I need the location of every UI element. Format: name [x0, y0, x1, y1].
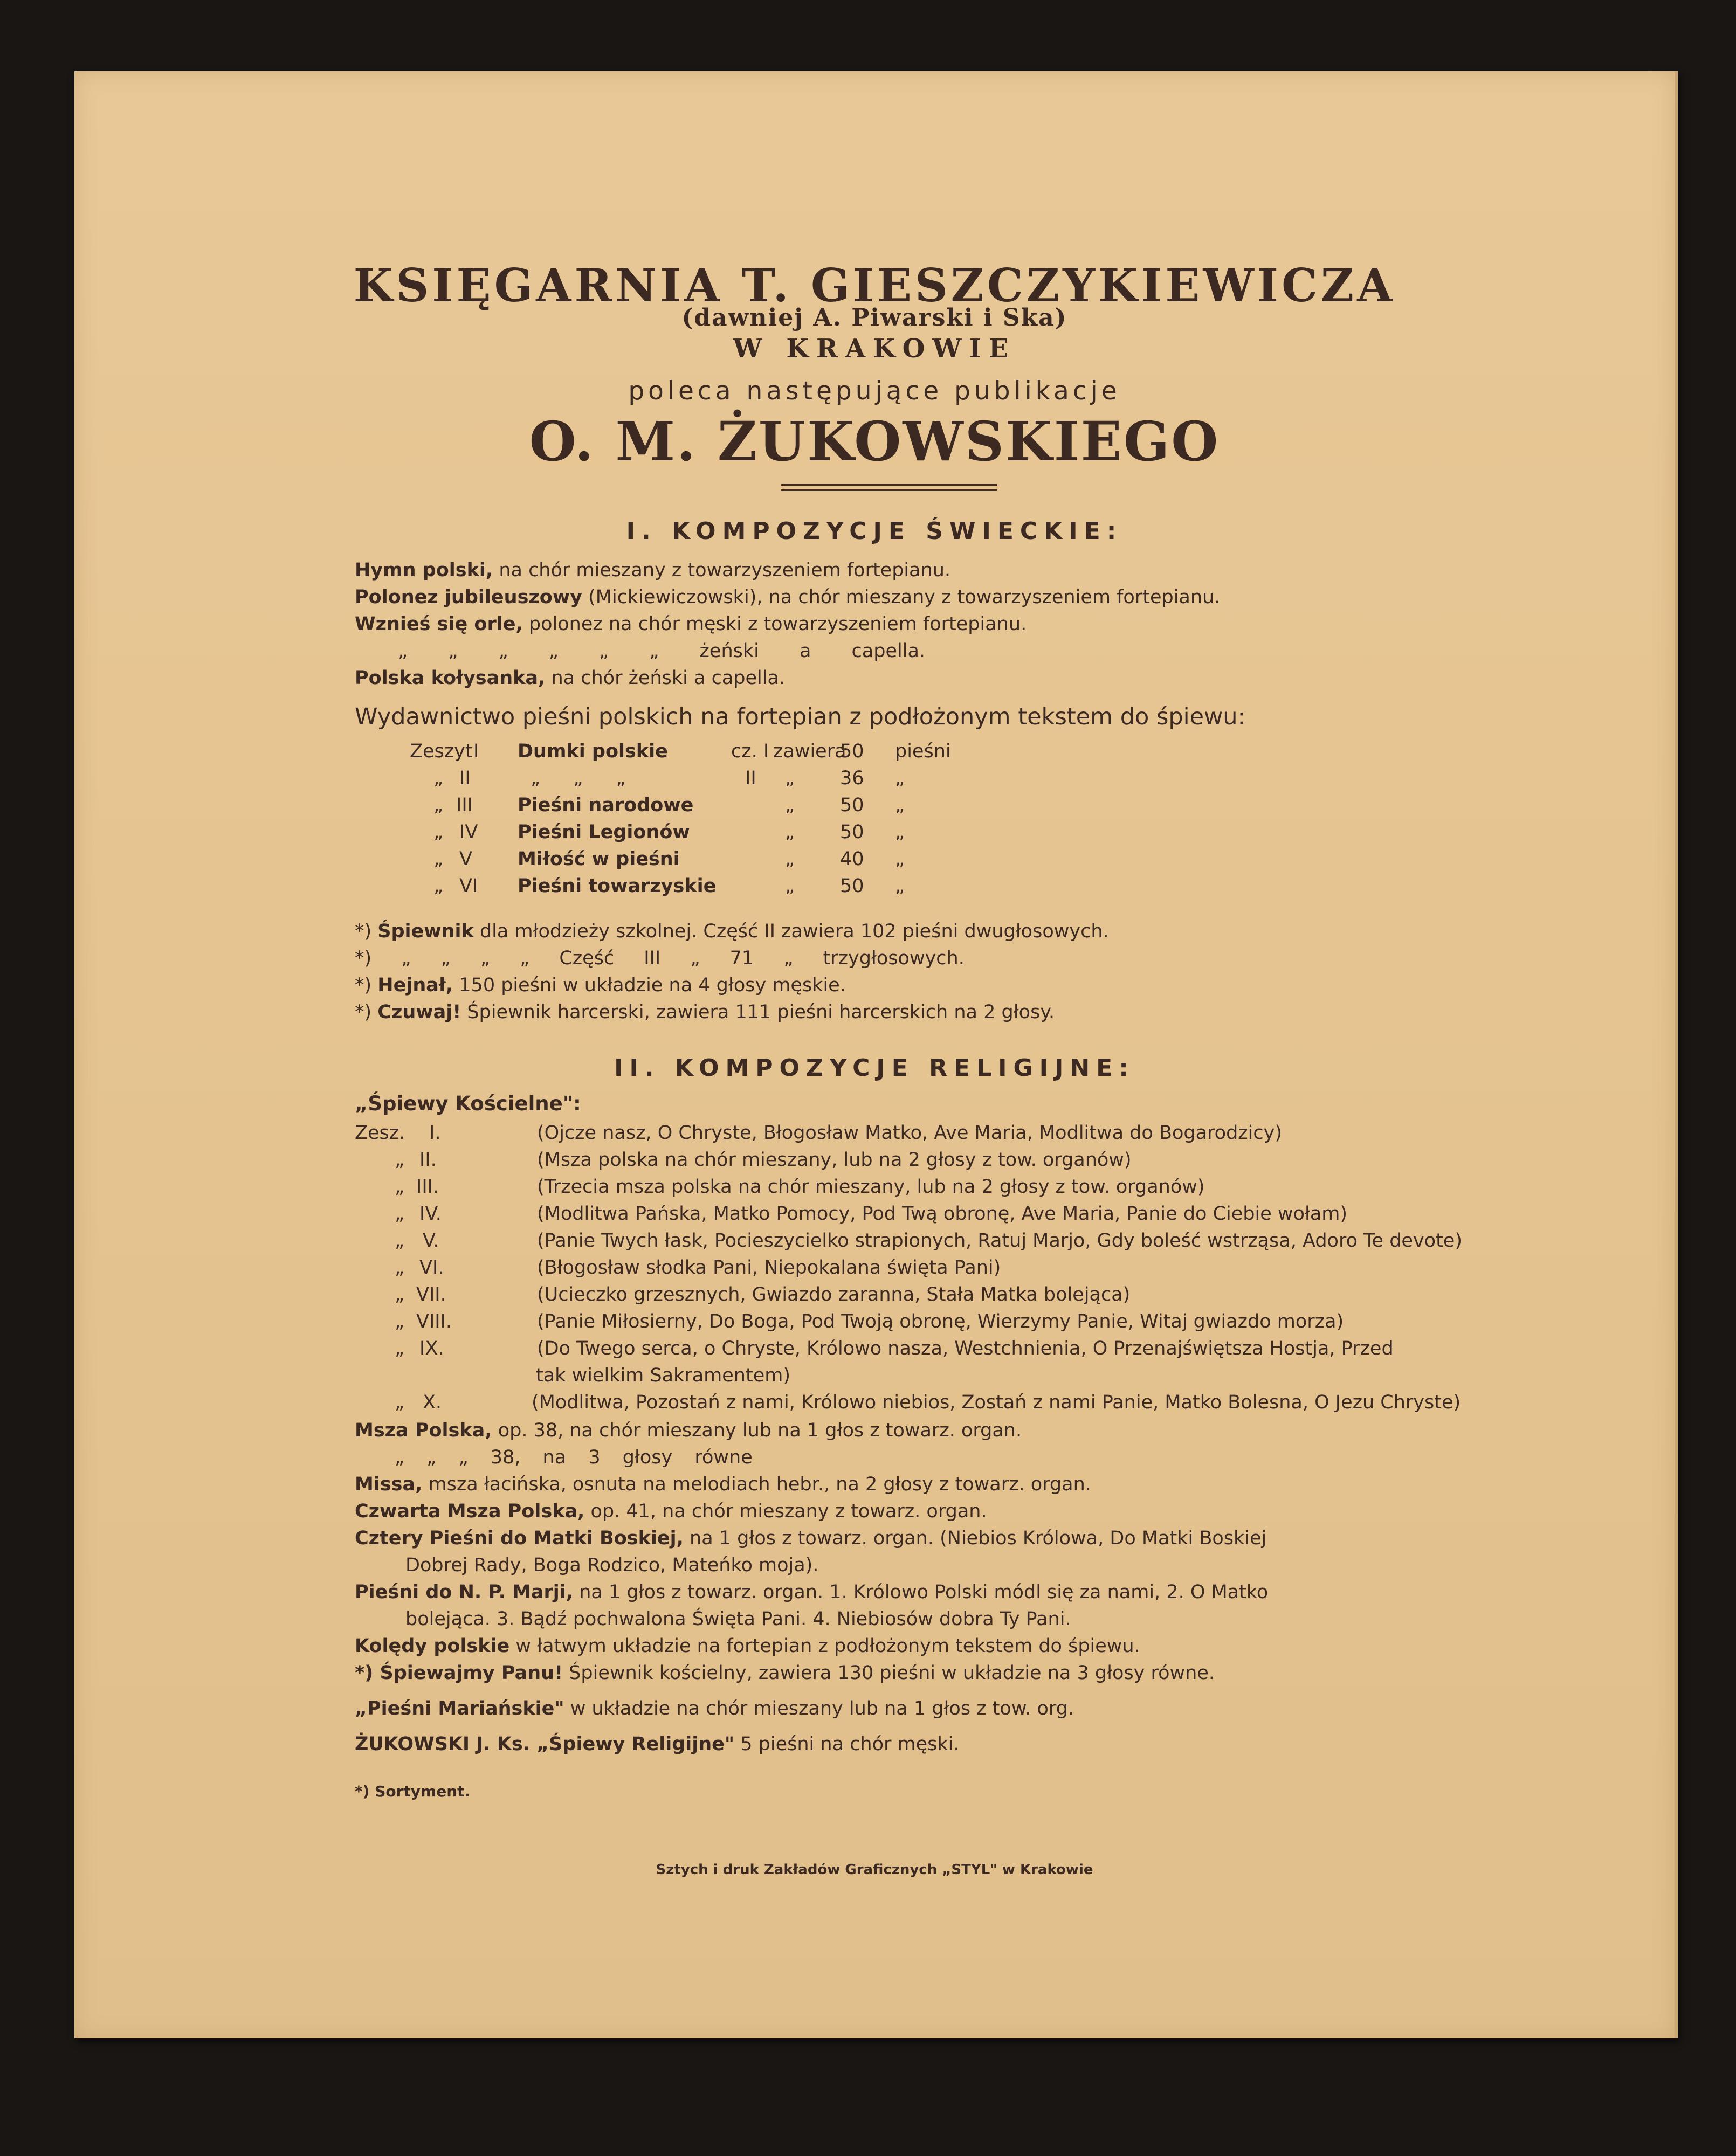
volume-number: VII.	[416, 1284, 446, 1305]
double-rule-divider	[781, 484, 997, 486]
volume-contents: (Panie Twych łask, Pocieszycielko strapionych, Ratuj Marjo, Gdy boleść wstrząsa, Adoro Te devote)	[537, 1230, 1462, 1252]
volume-unit: „	[895, 875, 905, 897]
volume-number: VI.	[419, 1257, 444, 1279]
volume-prefix: „	[395, 1257, 405, 1279]
section-title-secular: I. KOMPOZYCJE ŚWIECKIE:	[626, 517, 1123, 545]
volume-label: „	[785, 875, 795, 897]
company-name: KSIĘGARNIA T. GIESZCZYKIEWICZA	[353, 259, 1396, 312]
volume-label: „	[785, 768, 795, 789]
list-item: ŻUKOWSKI J. Ks. „Śpiewy Religijne" 5 pieśni na chór męski.	[355, 1733, 960, 1755]
former-name: (dawniej A. Piwarski i Ska)	[681, 304, 1067, 331]
recommends-text: poleca następujące publikacje	[628, 376, 1121, 406]
volume-contents: (Ojcze nasz, O Chryste, Błogosław Matko, Ave Maria, Modlitwa do Bogarodzicy)	[537, 1122, 1282, 1144]
list-item: *) Śpiewnik dla młodzieży szkolnej. Część II zawiera 102 pieśni dwugłosowych.	[355, 921, 1109, 942]
volume-prefix: „	[433, 875, 444, 897]
list-item: *) Czuwaj! Śpiewnik harcerski, zawiera 111 pieśni harcerskich na 2 głosy.	[355, 1001, 1055, 1023]
volume-label: zawiera	[773, 741, 846, 762]
volume-contents: (Błogosław słodka Pani, Niepokalana święta Pani)	[537, 1257, 1001, 1279]
volume-contents: (Msza polska na chór mieszany, lub na 2 głosy z tow. organów)	[537, 1149, 1132, 1171]
volume-title: Pieśni towarzyskie	[518, 875, 717, 897]
volume-contents: (Ucieczko grzesznych, Gwiazdo zaranna, Stała Matka bolejąca)	[537, 1284, 1131, 1305]
list-item: „ „ „ „ „ „ żeński a capella.	[398, 640, 926, 662]
list-item: *) Śpiewajmy Panu! Śpiewnik kościelny, zawiera 130 pieśni w układzie na 3 głosy równe.	[355, 1662, 1215, 1684]
volume-num: VI	[459, 875, 478, 897]
volume-title: „ „ „	[531, 768, 626, 789]
catalog-page	[74, 71, 1678, 2038]
volume-num: III	[456, 794, 473, 816]
volume-contents: (Do Twego serca, o Chryste, Królowo nasza, Westchnienia, O Przenajświętsza Hostja, Przed	[537, 1338, 1394, 1359]
list-item: *) Hejnał, 150 pieśni w układzie na 4 głosy męskie.	[355, 975, 846, 996]
volume-prefix: Zesz.	[355, 1122, 405, 1144]
list-item: Hymn polski, na chór mieszany z towarzyszeniem fortepianu.	[355, 559, 951, 581]
list-item: „Pieśni Mariańskie" w układzie na chór mieszany lub na 1 głos z tow. org.	[355, 1698, 1074, 1719]
volume-count: 50	[840, 875, 864, 897]
volume-number: VIII.	[416, 1311, 452, 1332]
list-item: Czwarta Msza Polska, op. 41, na chór mieszany z towarz. organ.	[355, 1501, 987, 1522]
volume-count: 50	[840, 794, 864, 816]
volume-contents: (Trzecia msza polska na chór mieszany, lub na 2 głosy z tow. organów)	[537, 1176, 1205, 1198]
volume-number: V.	[423, 1230, 439, 1252]
city-name: W KRAKOWIE	[733, 334, 1016, 364]
list-item: bolejąca. 3. Bądź pochwalona Święta Pani. 4. Niebiosów dobra Ty Pani.	[405, 1608, 1071, 1630]
volume-unit: „	[895, 794, 905, 816]
section-title-religious: II. KOMPOZYCJE RELIGIJNE:	[614, 1054, 1135, 1082]
subsection-title: „Śpiewy Kościelne":	[355, 1092, 581, 1115]
volume-number: X.	[423, 1392, 442, 1413]
volume-unit: „	[895, 848, 905, 870]
volume-title: Pieśni Legionów	[518, 821, 690, 843]
volume-num: IV	[459, 821, 478, 843]
list-item: Cztery Pieśni do Matki Boskiej, na 1 głos z towarz. organ. (Niebios Królowa, Do Matki Boskiej	[355, 1528, 1267, 1549]
volume-contents: tak wielkim Sakramentem)	[536, 1365, 790, 1386]
volume-part: II	[745, 768, 756, 789]
volume-prefix: „	[395, 1230, 405, 1252]
volume-count: 36	[840, 768, 864, 789]
list-item: Polonez jubileuszowy (Mickiewiczowski), na chór mieszany z towarzyszeniem fortepianu.	[355, 586, 1221, 608]
volume-number: IV.	[419, 1203, 442, 1225]
volume-prefix: „	[395, 1392, 405, 1413]
volume-num: II	[459, 768, 471, 789]
volume-contents: (Modlitwa Pańska, Matko Pomocy, Pod Twą obronę, Ave Maria, Panie do Ciebie wołam)	[537, 1203, 1348, 1225]
volume-title: Dumki polskie	[518, 741, 668, 762]
list-item: Pieśni do N. P. Marji, na 1 głos z towarz. organ. 1. Królowo Polski módl się za nami, 2. O Matko	[355, 1581, 1269, 1603]
volume-title: Pieśni narodowe	[518, 794, 694, 816]
volume-unit: „	[895, 821, 905, 843]
volume-label: „	[785, 848, 795, 870]
list-item: Missa, msza łacińska, osnuta na melodiach hebr., na 2 głosy z towarz. organ.	[355, 1474, 1091, 1495]
volume-label: „	[785, 794, 795, 816]
volume-unit: „	[895, 768, 905, 789]
volume-prefix: „	[395, 1176, 405, 1198]
volume-label: „	[785, 821, 795, 843]
volume-count: 40	[840, 848, 864, 870]
volume-prefix: „	[433, 821, 444, 843]
volume-count: 50	[840, 821, 864, 843]
volume-prefix: „	[395, 1338, 405, 1359]
volume-unit: pieśni	[895, 741, 951, 762]
volume-prefix: „	[395, 1149, 405, 1171]
list-item: Polska kołysanka, na chór żeński a capella.	[355, 667, 786, 689]
list-item: Dobrej Rady, Boga Rodzico, Mateńko moja).	[405, 1554, 819, 1576]
volume-prefix: „	[395, 1284, 405, 1305]
volume-prefix: „	[433, 794, 444, 816]
volume-number: I.	[429, 1122, 441, 1144]
volume-num: I	[473, 741, 479, 762]
volume-number: III.	[416, 1176, 439, 1198]
list-item: „ „ „ 38, na 3 głosy równe	[395, 1447, 753, 1468]
volume-num: V	[459, 848, 472, 870]
list-item: Wznieś się orle, polonez na chór męski z towarzyszeniem fortepianu.	[355, 613, 1027, 635]
volume-prefix: Zeszyt	[410, 741, 473, 762]
volume-part: cz. I	[731, 741, 769, 762]
author-name: O. M. ŻUKOWSKIEGO	[529, 410, 1220, 473]
volume-prefix: „	[395, 1203, 405, 1225]
list-item: Kolędy polskie w łatwym układzie na fortepian z podłożonym tekstem do śpiewu.	[355, 1635, 1140, 1657]
volume-title: Miłość w pieśni	[518, 848, 680, 870]
double-rule-divider-second	[781, 489, 997, 491]
list-item: *) „ „ „ „ Część III „ 71 „ trzygłosowych.	[355, 948, 965, 969]
volume-number: IX.	[419, 1338, 444, 1359]
list-item: Msza Polska, op. 38, na chór mieszany lub na 1 głos z towarz. organ.	[355, 1420, 1022, 1441]
volume-contents: (Panie Miłosierny, Do Boga, Pod Twoją obronę, Wierzymy Panie, Witaj gwiazdo morza)	[537, 1311, 1344, 1332]
volume-prefix: „	[433, 848, 444, 870]
volume-count: 50	[840, 741, 864, 762]
volume-prefix: „	[395, 1311, 405, 1332]
footnote: *) Sortyment.	[355, 1782, 471, 1800]
volume-number: II.	[419, 1149, 437, 1171]
volume-prefix: „	[433, 768, 444, 789]
publication-intro: Wydawnictwo pieśni polskich na fortepian z podłożonym tekstem do śpiewu:	[355, 703, 1245, 730]
volume-contents: (Modlitwa, Pozostań z nami, Królowo niebios, Zostań z nami Panie, Matko Bolesna, O Jezu Chryste)	[532, 1392, 1461, 1413]
printer-imprint: Sztych i druk Zakładów Graficznych „STYL" w Krakowie	[656, 1862, 1093, 1878]
